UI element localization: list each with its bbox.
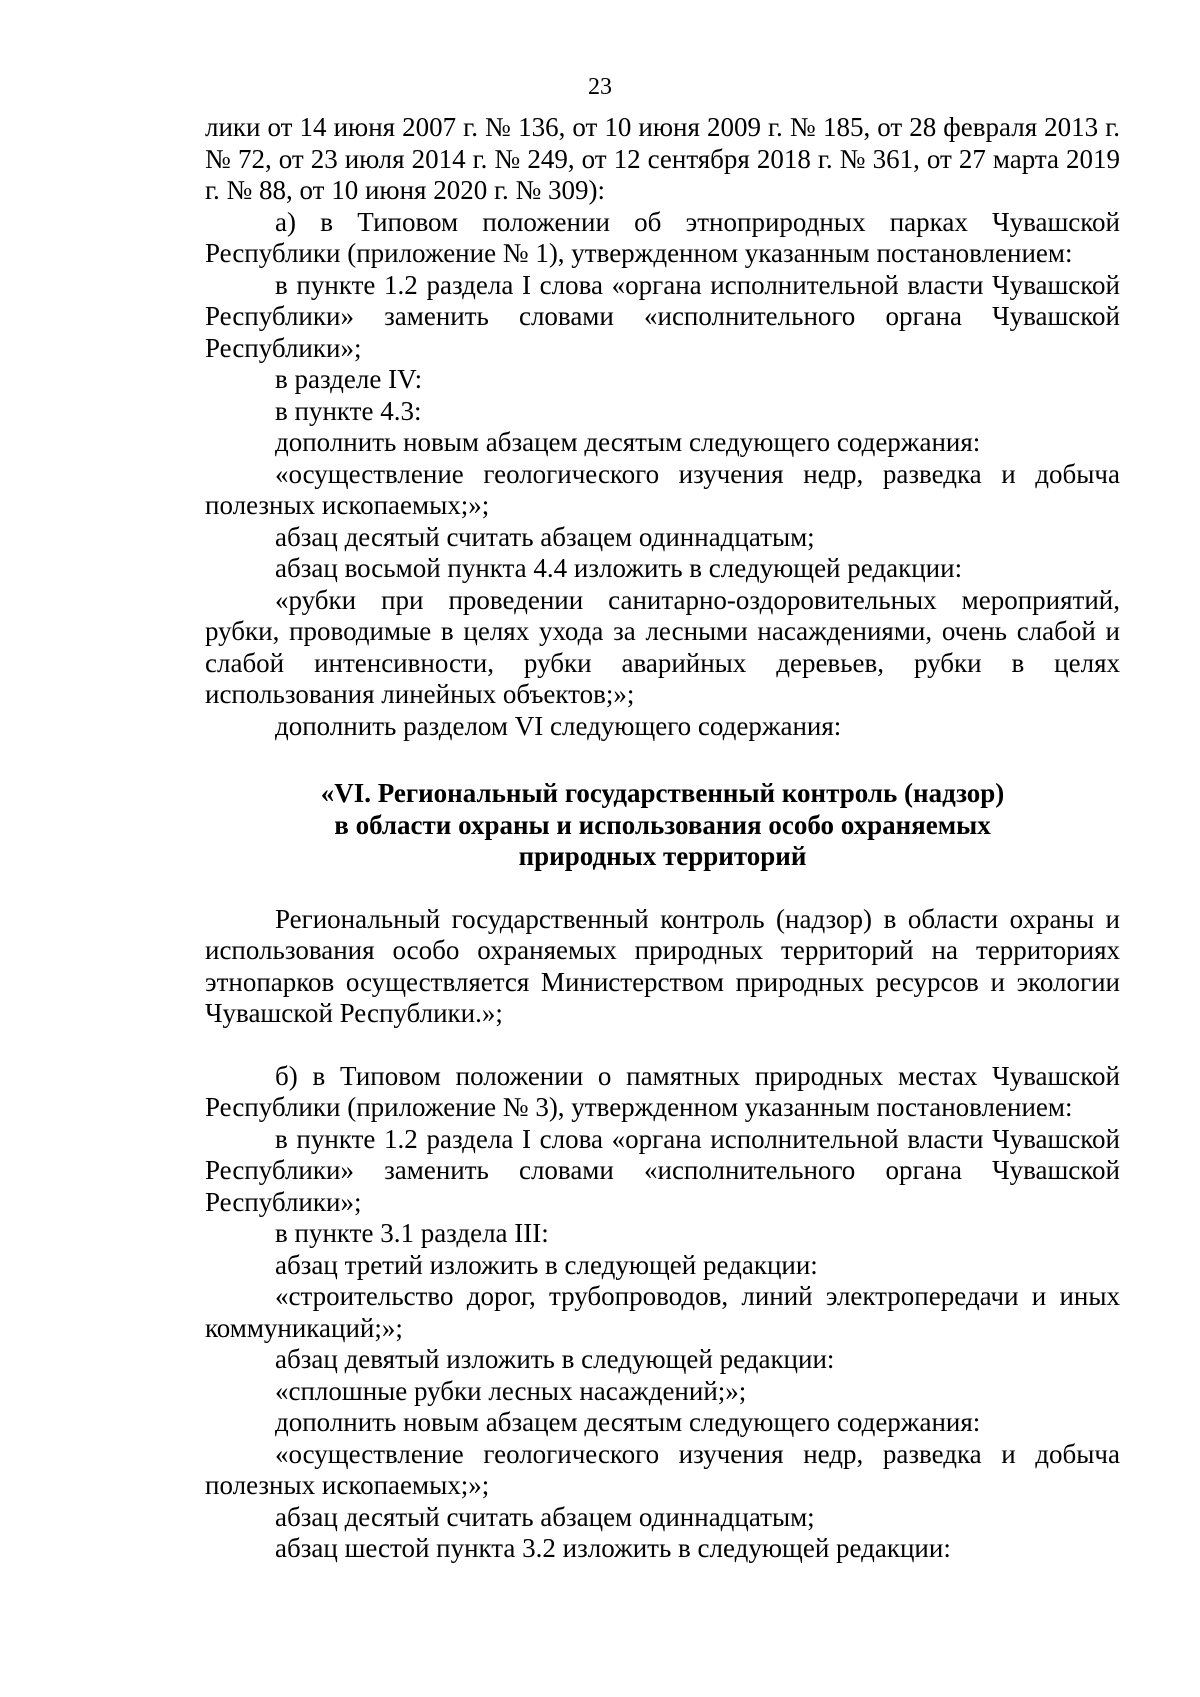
- paragraph: дополнить новым абзацем десятым следующего содержания:: [275, 427, 981, 457]
- paragraph-quote: «рубки при проведении санитарно-оздоровительных мероприятий, рубки, проводимые в целях ухода за лесными насаждениями, очень слабой и слабой интенсивности, рубки аварийных деревьев, рубки в целях использования линейных объектов;»;: [205, 584, 1120, 709]
- section-heading-line: «VI. Региональный государственный контроль (надзор): [320, 778, 1005, 808]
- section-heading-line: в области охраны и использования особо охраняемых: [334, 809, 991, 840]
- paragraph-item-b: б) в Типовом положении о памятных природных местах Чувашской Республики (приложение № 3), утвержденном указанным постановлением:: [205, 1060, 1120, 1122]
- section-text: Региональный государственный контроль (надзор) в области охраны и использования особо охраняемых природных территорий на территориях этнопарков осуществляется Министерством природных ресурсов и экологии Чувашской Республики.»;: [205, 903, 1120, 1028]
- paragraph-continuation: лики от 14 июня 2007 г. № 136, от 10 июня 2009 г. № 185, от 28 февраля 2013 г. № 72, от 23 июля 2014 г. № 249, от 12 сентября 2018 г. № 361, от 27 марта 2019 г. № 88, от 10 июня 2020 г. № 309):: [205, 112, 1120, 205]
- paragraph: абзац девятый изложить в следующей редакции:: [275, 1344, 835, 1374]
- paragraph: абзац десятый считать абзацем одиннадцатым;: [275, 1501, 815, 1532]
- paragraph: в пункте 1.2 раздела I слова «органа исполнительной власти Чувашской Республики» заменить словами «исполнительного органа Чувашской Республики»;: [205, 269, 1120, 363]
- paragraph: абзац десятый считать абзацем одиннадцатым;: [275, 521, 815, 552]
- paragraph: дополнить новым абзацем десятым следующего содержания:: [275, 1407, 981, 1437]
- paragraph: дополнить разделом VI следующего содержания:: [275, 710, 842, 741]
- paragraph: в пункте 4.3:: [275, 395, 422, 426]
- paragraph: в разделе IV:: [275, 364, 423, 394]
- paragraph: абзац шестой пункта 3.2 изложить в следующей редакции:: [275, 1533, 951, 1563]
- paragraph-quote: «осуществление геологического изучения недр, разведка и добыча полезных ископаемых;»;: [205, 1438, 1120, 1500]
- paragraph: абзац восьмой пункта 4.4 изложить в следующей редакции:: [275, 553, 963, 583]
- paragraph: абзац третий изложить в следующей редакции:: [275, 1249, 818, 1280]
- document-body: [205, 112, 1120, 1565]
- section-heading: [205, 778, 1120, 873]
- page-number: 23: [588, 74, 612, 100]
- section-heading-line: природных территорий: [518, 841, 807, 871]
- paragraph-quote: «строительство дорог, трубопроводов, линий электропередачи и иных коммуникаций;»;: [205, 1281, 1120, 1343]
- paragraph: в пункте 1.2 раздела I слова «органа исполнительной власти Чувашской Республики» заменить словами «исполнительного органа Чувашской Республики»;: [205, 1123, 1120, 1217]
- paragraph-quote: «сплошные рубки лесных насаждений;»;: [275, 1375, 747, 1406]
- paragraph: в пункте 3.1 раздела III:: [275, 1218, 549, 1248]
- paragraph-item-a: а) в Типовом положении об этноприродных парках Чувашской Республики (приложение № 1), утвержденном указанным постановлением:: [205, 206, 1120, 268]
- paragraph-quote: «осуществление геологического изучения недр, разведка и добыча полезных ископаемых;»;: [205, 458, 1120, 520]
